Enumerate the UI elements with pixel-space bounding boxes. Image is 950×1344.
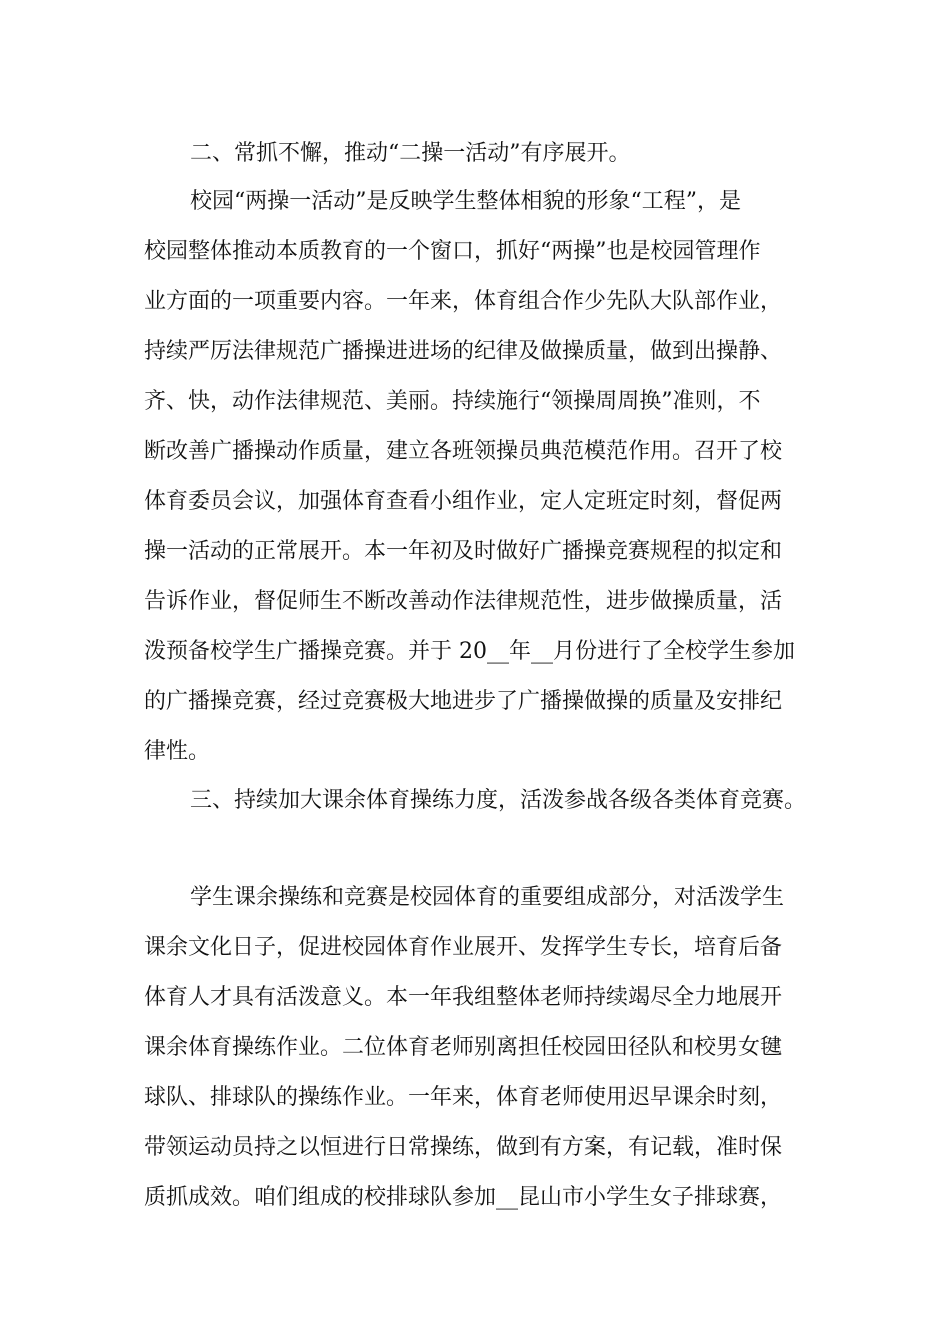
paragraph-line: 球队、排球队的操练作业。一年来，体育老师使用迟早课余时刻， — [144, 1085, 783, 1110]
paragraph-line: 质抓成效。咱们组成的校排球队参加__昆山市小学生女子排球赛， — [144, 1185, 783, 1210]
paragraph-line: 齐、快，动作法律规范、美丽。持续施行“领操周周换”准则，不 — [144, 389, 761, 414]
paragraph-line: 带领运动员持之以恒进行日常操练，做到有方案，有记载，准时保 — [144, 1135, 783, 1160]
paragraph-line: 学生课余操练和竞赛是校园体育的重要组成部分，对活泼学生 — [190, 885, 785, 910]
paragraph-line: 律性。 — [144, 739, 211, 764]
section-heading-three: 三、持续加大课余体育操练力度，活泼参战各级各类体育竞赛。 — [190, 788, 807, 813]
paragraph-line: 体育委员会议，加强体育查看小组作业，定人定班定时刻，督促两 — [144, 489, 783, 514]
paragraph-line: 校园“两操一活动”是反映学生整体相貌的形象“工程”，是 — [190, 189, 741, 214]
paragraph-line: 体育人才具有活泼意义。本一年我组整体老师持续竭尽全力地展开 — [144, 985, 783, 1010]
paragraph-line: 课余体育操练作业。二位体育老师别离担任校园田径队和校男女毽 — [144, 1035, 783, 1060]
paragraph-line: 的广播操竞赛，经过竞赛极大地进步了广播操做操的质量及安排纪 — [144, 689, 783, 714]
paragraph-line: 业方面的一项重要内容。一年来，体育组合作少先队大队部作业， — [144, 289, 783, 314]
paragraph-line: 泼预备校学生广播操竞赛。并于 20__年__月份进行了全校学生参加 — [144, 639, 795, 664]
paragraph-line: 告诉作业，督促师生不断改善动作法律规范性，进步做操质量，活 — [144, 589, 783, 614]
paragraph-line: 断改善广播操动作质量，建立各班领操员典范模范作用。召开了校 — [144, 439, 783, 464]
section-heading-two: 二、常抓不懈，推动“二操一活动”有序展开。 — [190, 141, 631, 166]
paragraph-line: 课余文化日子，促进校园体育作业展开、发挥学生专长，培育后备 — [144, 935, 783, 960]
paragraph-line: 操一活动的正常展开。本一年初及时做好广播操竞赛规程的拟定和 — [144, 539, 783, 564]
paragraph-line: 持续严厉法律规范广播操进进场的纪律及做操质量，做到出操静、 — [144, 339, 783, 364]
paragraph-line: 校园整体推动本质教育的一个窗口，抓好“两操”也是校园管理作 — [144, 239, 761, 264]
